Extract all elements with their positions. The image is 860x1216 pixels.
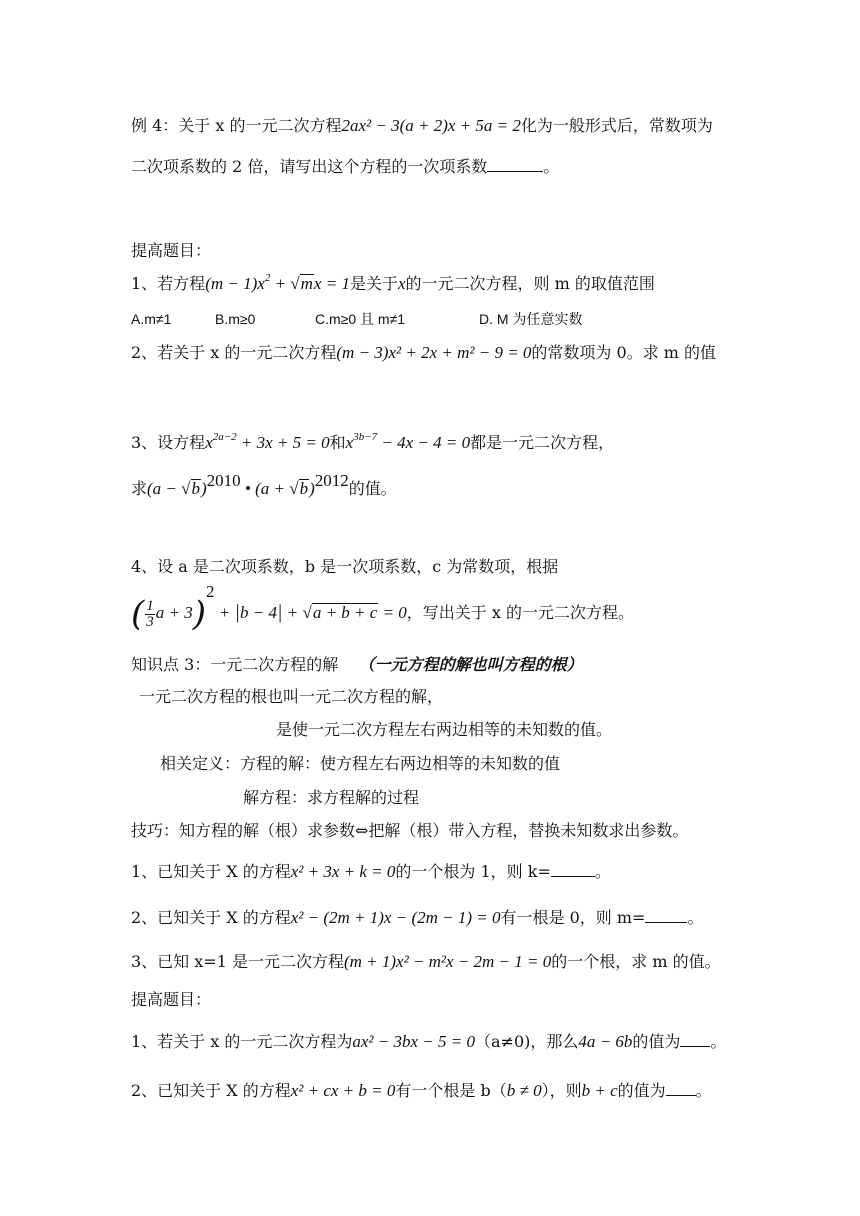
option-d: D. M 为任意实数 [479,311,583,327]
q2-prefix: 2、若关于 x 的一元二次方程 [131,343,337,362]
q2-equation: (m − 3)x² + 2x + m² − 9 = 0 [336,343,532,362]
a2-mid2: ），则 [541,1081,582,1100]
example4-line2-text: 二次项系数的 2 倍，请写出这个方程的一次项系数 [131,157,488,176]
knowledge3-title-line [131,654,583,676]
advanced-heading-2: 提高题目： [131,990,212,1009]
q3-expression: $(a - √b)^{2010}$ • $(a + √b)^{2012}$ [147,471,349,498]
option-a: A.m≠1 [131,311,172,327]
answer-blank [487,155,543,172]
advanced1-q1-options [131,308,582,330]
knowledge3-line4: 解方程：求方程解的过程 [243,788,420,807]
a1-prefix: 1、若关于 x 的一元二次方程为 [131,1032,353,1051]
option-c: C.m≥0 且 m≠1 [315,311,406,327]
q1-suffix: 是关于 [349,274,398,293]
q1-end: 的一元二次方程，则 m 的取值范围 [405,274,655,293]
example4-line1 [131,115,713,137]
advanced1-q4-line2 [131,582,634,635]
k1-prefix: 1、已知关于 X 的方程 [131,862,291,881]
knowledge3-line2: 是使一元二次方程左右两边相等的未知数的值。 [276,720,613,739]
example4-equation: 2ax² − 3(a + 2)x + 5a = 2 [341,116,521,135]
q4-condition: ( $\frac{1}{3}$ a + 3)$^2$ + |b − 4| + √a + b + c = 0 [131,582,407,635]
k3-prefix: 3、已知 x=1 是一元二次方程 [131,952,344,971]
sqrt-symbol: √m [290,274,313,293]
q3-equation-2: $x^{3b-7} - 4x - 4 = 0$ [345,431,471,452]
k2-suffix: 有一根是 0，则 m= [500,908,646,927]
advanced1-q3-line1 [131,432,614,454]
a1-expression: 4a − 6b [578,1032,633,1051]
knowledge3-k1 [131,860,611,883]
q2-suffix: 的常数项为 0。求 m 的值 [531,343,717,362]
a2-suffix: 的值为 [617,1081,666,1100]
a2-prefix: 2、已知关于 X 的方程 [131,1081,291,1100]
answer-blank [551,860,595,877]
example4-line2 [131,155,559,178]
knowledge3-title: 知识点 3：一元二次方程的解 [131,655,339,674]
q1-prefix: 1、若方程 [131,274,206,293]
example4-suffix: 化为一般形式后，常数项为 [520,116,713,135]
k3-suffix: 的一个根，求 m 的值。 [551,952,721,971]
advanced1-q3-line2 [131,471,397,500]
a2-condition: b ≠ 0 [506,1081,542,1100]
q3-prefix: 3、设方程 [131,433,206,452]
k1-suffix: 的一个根为 1，则 k= [395,862,551,881]
q3-equation-1: $x^{2a-2} + 3x + 5 = 0$ [205,431,330,452]
q3-and: 和 [329,433,346,452]
answer-blank [666,1079,696,1096]
k3-equation: (m + 1)x² − m²x − 2m − 1 = 0 [343,952,552,971]
q1-equation: $(m - 1)x^2 + √mx = 1$ [205,272,350,293]
a2-mid: 有一个根是 b（ [395,1081,507,1100]
a1-suffix: 的值为 [632,1032,681,1051]
advanced1-q1 [131,273,655,295]
period: 。 [543,157,560,176]
advanced1-q2 [131,342,716,364]
knowledge3-line3: 相关定义：方程的解：使方程左右两边相等的未知数的值 [160,754,561,773]
a2-expression: b + c [581,1081,618,1100]
period: 。 [594,862,611,881]
answer-blank [645,906,687,923]
k1-equation: x² + 3x + k = 0 [290,862,396,881]
knowledge3-k2 [131,906,703,929]
advanced2-a2 [131,1079,712,1102]
q1-var: x [397,274,406,293]
q3-line2-suffix: 的值。 [348,479,397,498]
period: 。 [710,1032,727,1051]
advanced-heading-1: 提高题目： [131,241,212,260]
option-b: B.m≥0 [215,311,256,327]
knowledge3-note: （一元方程的解也叫方程的根） [358,655,583,674]
q3-suffix: 都是一元二次方程， [470,433,615,452]
q4-suffix: ，写出关于 x 的一元二次方程。 [406,603,634,622]
example4-prefix: 例 4：关于 x 的一元二次方程 [131,116,342,135]
a1-condition: （a≠0)，那么 [475,1032,579,1051]
advanced2-a1 [131,1030,726,1053]
knowledge3-tip: 技巧：知方程的解（根）求参数⇔把解（根）带入方程，替换未知数求出参数。 [131,821,689,840]
period: 。 [695,1081,712,1100]
knowledge3-k3 [131,951,721,973]
a1-equation: ax² − 3bx − 5 = 0 [352,1032,475,1051]
k2-prefix: 2、已知关于 X 的方程 [131,908,291,927]
answer-blank [680,1030,710,1047]
period: 。 [687,908,704,927]
knowledge3-line1: 一元二次方程的根也叫一元二次方程的解， [139,687,444,706]
q3-line2-prefix: 求 [131,479,148,498]
advanced1-q4-line1: 4、设 a 是二次项系数，b 是一次项系数，c 为常数项，根据 [131,557,559,576]
k2-equation: x² − (2m + 1)x − (2m − 1) = 0 [290,908,501,927]
a2-equation: x² + cx + b = 0 [290,1081,396,1100]
